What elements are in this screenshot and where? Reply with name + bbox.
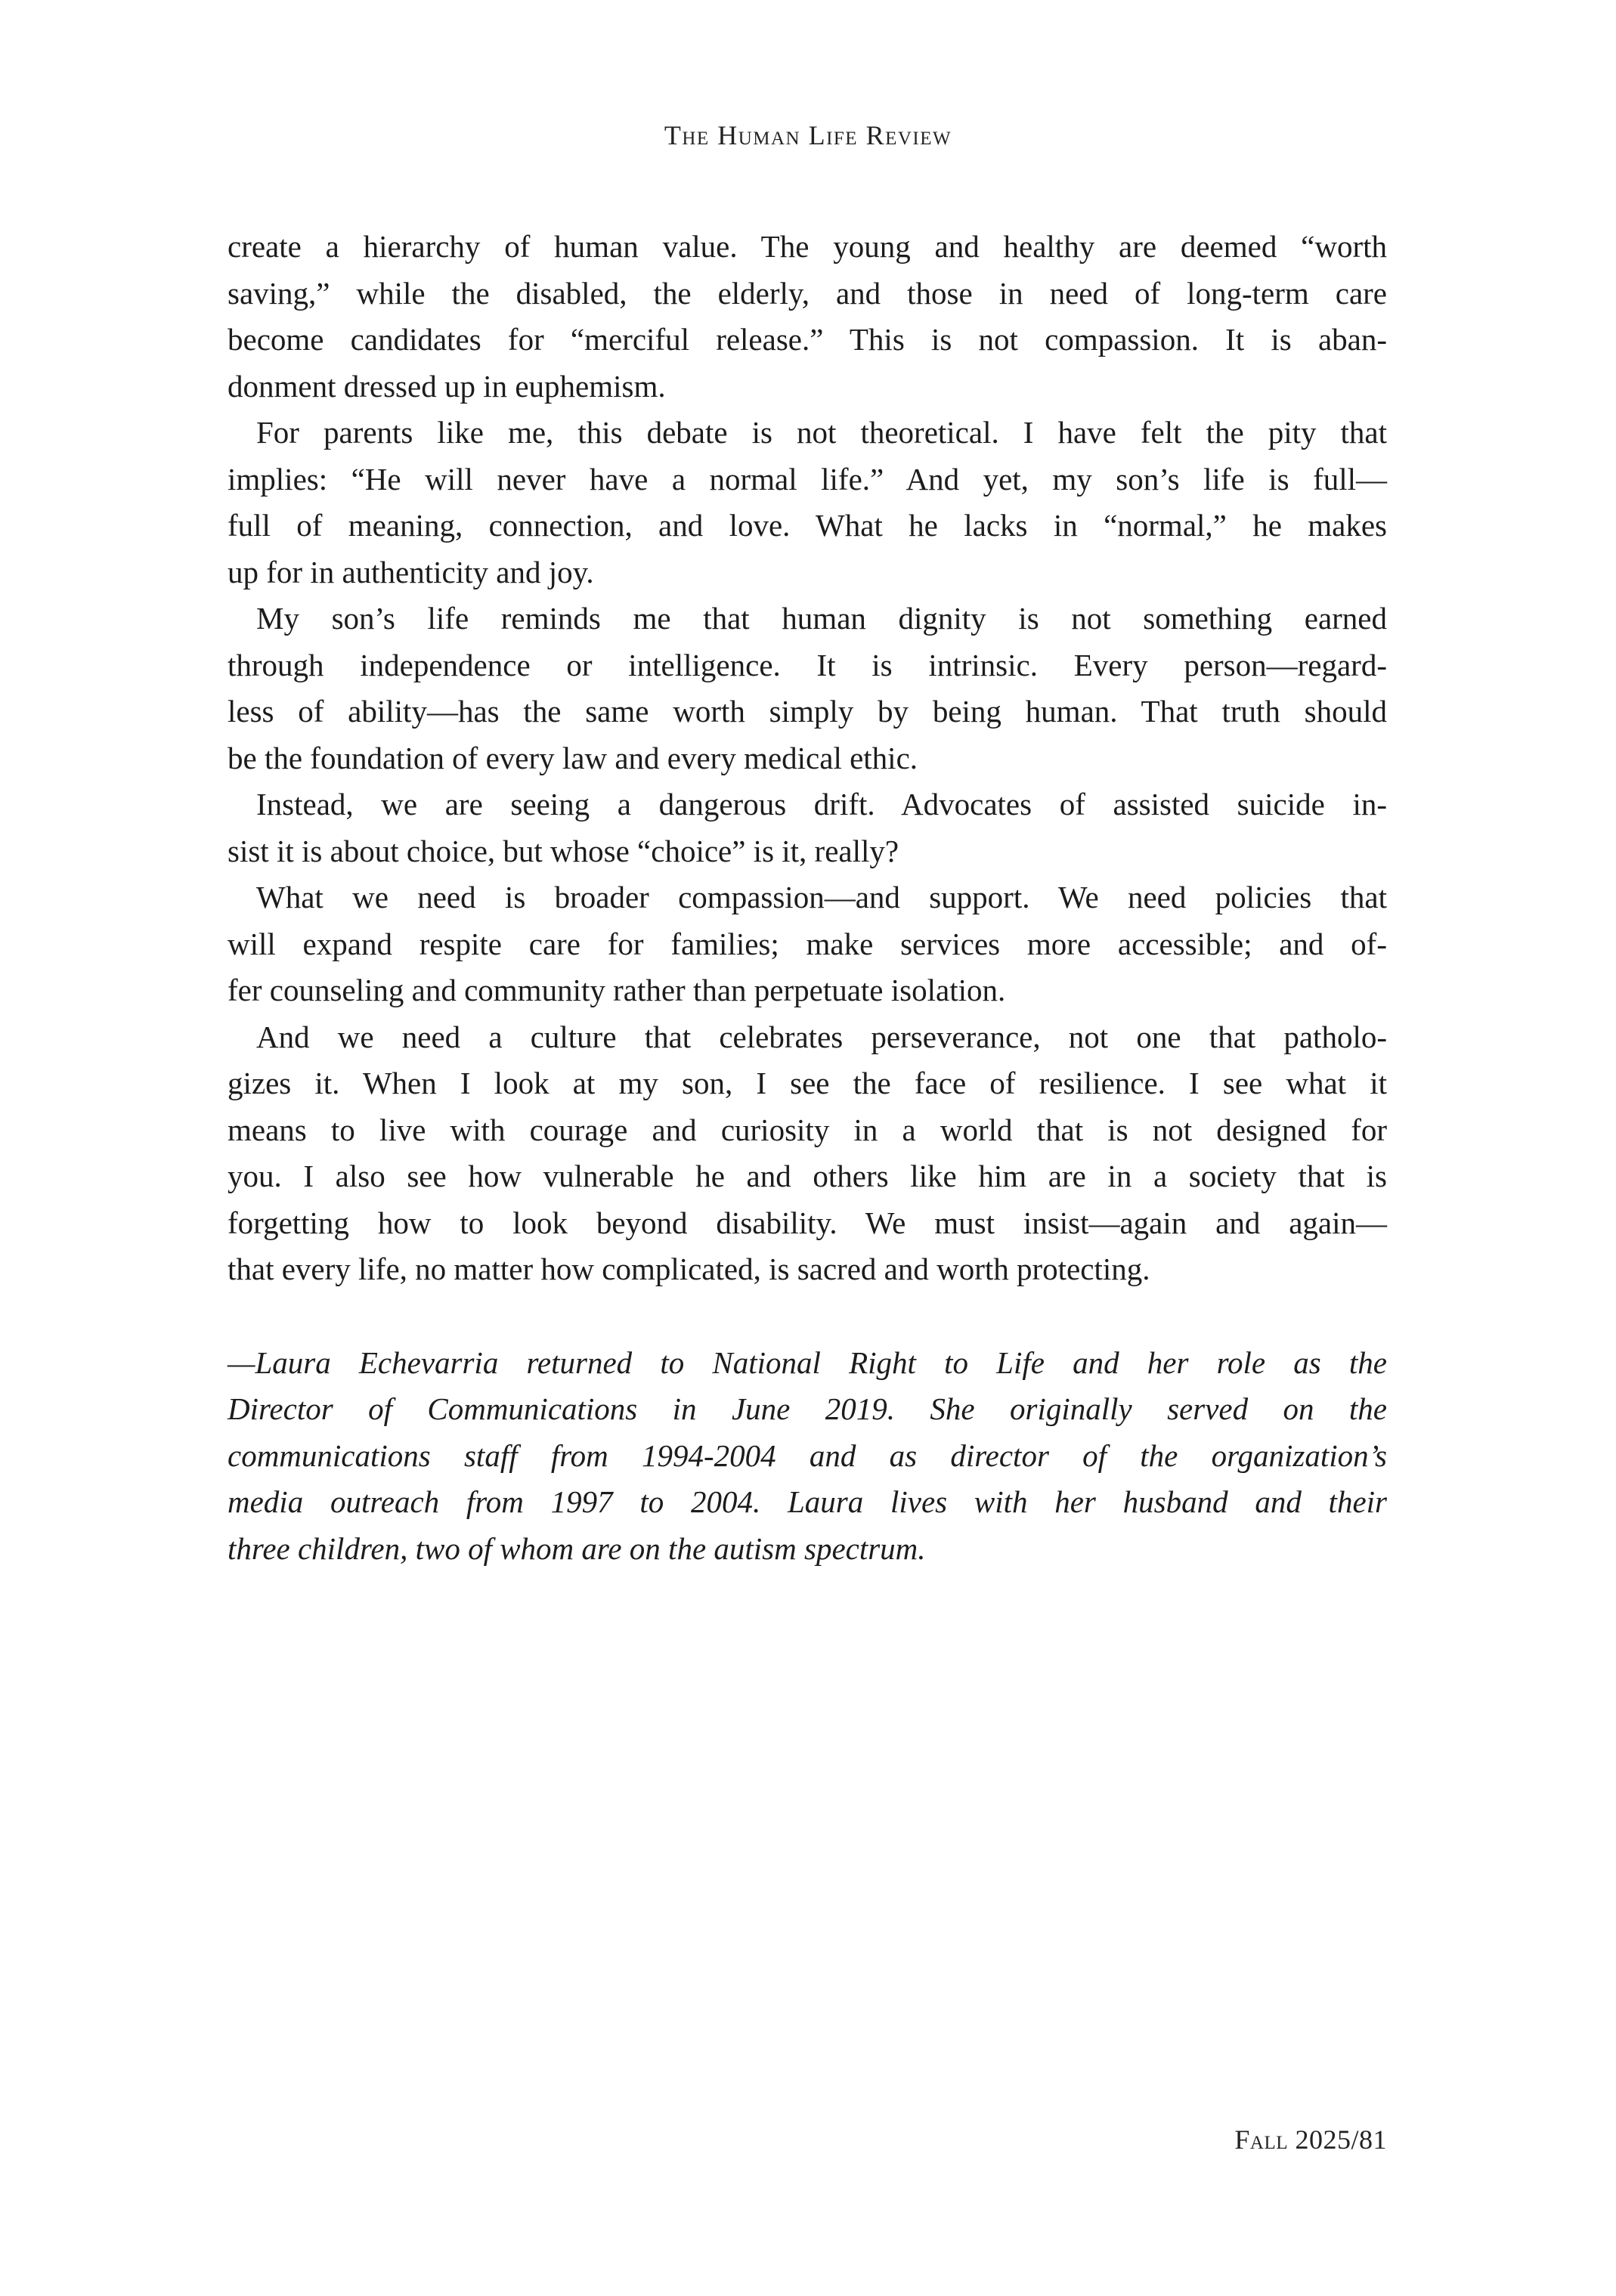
paragraph [228,1014,1387,1293]
text-line: media outreach from 1997 to 2004. Laura lives with her husband and their [228,1484,1387,1519]
text-line: less of ability—has the same worth simply by being human. That truth should [228,694,1387,729]
text-line: donment dressed up in euphemism. [228,368,666,404]
text-line: And we need a culture that celebrates perseverance, not one that patholo- [256,1019,1387,1054]
text-line: Director of Communications in June 2019. She originally served on the [228,1391,1387,1426]
text-line: My son’s life reminds me that human dignity is not something earned [256,601,1387,636]
text-line: communications staff from 1994-2004 and as director of the organization’s [228,1437,1387,1473]
text-line: be the foundation of every law and every medical ethic. [228,740,918,775]
paragraph [228,224,1387,410]
text-line: gizes it. When I look at my son, I see the face of resilience. I see what it [228,1066,1387,1100]
text-line: create a hierarchy of human value. The young and healthy are deemed “worth [228,229,1387,264]
page-footer: Fall 2025/81 [1234,2124,1387,2155]
text-line: that every life, no matter how complicated, is sacred and worth protecting. [228,1252,1150,1286]
text-line: sist it is about choice, but whose “choice” is it, really? [228,833,899,868]
paragraph [228,1340,1387,1573]
text-line: through independence or intelligence. It is intrinsic. Every person—regard- [228,647,1387,682]
text-line: will expand respite care for families; make services more accessible; and of- [228,926,1387,961]
text-line: three children, two of whom are on the autism spectrum. [228,1530,926,1566]
paragraph [228,596,1387,781]
text-line: full of meaning, connection, and love. What he lacks in “normal,” he makes [228,508,1387,543]
text-line: implies: “He will never have a normal life.” And yet, my son’s life is full— [228,461,1387,497]
article-body [228,224,1387,1572]
paragraph [228,781,1387,874]
running-header: The Human Life Review [664,120,952,150]
text-line: For parents like me, this debate is not theoretical. I have felt the pity that [256,415,1387,450]
text-line: you. I also see how vulnerable he and others like him are in a society that is [228,1159,1387,1193]
text-line: up for in authenticity and joy. [228,554,594,589]
text-line: fer counseling and community rather than perpetuate isolation. [228,973,1006,1007]
text-line: Instead, we are seeing a dangerous drift. Advocates of assisted suicide in- [256,787,1387,822]
paragraph [228,874,1387,1014]
text-line: What we need is broader compassion—and support. We need policies that [256,880,1387,914]
text-line: —Laura Echevarria returned to National Right to Life and her role as the [228,1344,1387,1380]
paragraph [228,410,1387,596]
text-line: saving,” while the disabled, the elderly, and those in need of long-term care [228,275,1387,311]
text-line: means to live with courage and curiosity in a world that is not designed for [228,1112,1387,1147]
text-line: forgetting how to look beyond disability. We must insist—again and again— [228,1205,1387,1240]
text-line: become candidates for “merciful release.” This is not compassion. It is aban- [228,322,1387,357]
